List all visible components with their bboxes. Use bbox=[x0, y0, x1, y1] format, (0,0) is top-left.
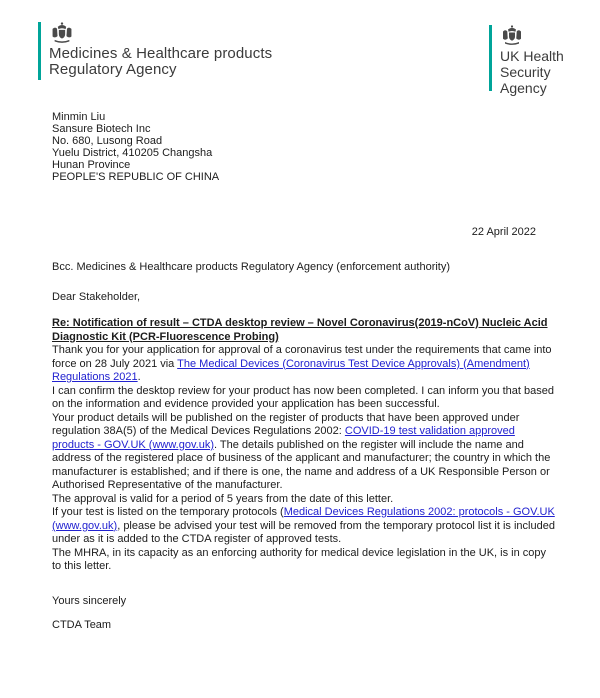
ukhsa-logo-line3: Agency bbox=[500, 80, 547, 96]
mhra-logo bbox=[38, 22, 272, 80]
mhra-logo-line1: Medicines & Healthcare products bbox=[49, 45, 273, 62]
royal-crest-icon bbox=[50, 22, 74, 43]
paragraph-text: , please be advised your test will be removed from the temporary protocol list it is included under as it is added to the CTDA register of approved tests. bbox=[52, 519, 555, 545]
paragraph-text: Your product details will be published on the register of products that have been approved under regulation 38A(5) of the Medical Devices Regulations 2002: bbox=[52, 411, 520, 437]
link-covid19-approved-products[interactable]: COVID-19 test validation approved products - GOV.UK (www.gov.uk) bbox=[52, 425, 515, 451]
link-mdr-2002-protocols[interactable]: Medical Devices Regulations 2002: protocols - GOV.UK (www.gov.uk) bbox=[52, 506, 555, 532]
paragraph-review-result: I can confirm the desktop review for your product has now been completed. I can inform you that based on the information and evidence provided your application has been successful. bbox=[52, 384, 554, 410]
ukhsa-logo-bar bbox=[489, 25, 492, 91]
link-ctda-amendment-regulations-2021[interactable]: The Medical Devices (Coronavirus Test Device Approvals) (Amendment) Regulations 2021 bbox=[52, 357, 530, 383]
paragraph-application bbox=[52, 344, 558, 385]
paragraph-text: . The details published on the register will include the name and address of the registered place of business of the applicant and manufacturer; the country in which the manufacturer is established; and if there is one, the name and address of a UK Responsible Person or Authorised Representative of the manufacturer. bbox=[52, 438, 551, 491]
address-line: Sansure Biotech Inc bbox=[52, 123, 151, 135]
paragraph-text: Thank you for your application for approval of a coronavirus test under the requirements that came into force on 28 July 2021 via bbox=[52, 344, 552, 370]
address-line: Yuelu District, 410205 Changsha bbox=[52, 147, 213, 159]
royal-crest-icon bbox=[501, 25, 523, 45]
address-line: Minmin Liu bbox=[52, 111, 106, 123]
paragraph-text: . bbox=[137, 371, 141, 383]
letter-date: 22 April 2022 bbox=[471, 226, 536, 238]
signature: CTDA Team bbox=[52, 619, 112, 631]
address-line: PEOPLE'S REPUBLIC OF CHINA bbox=[52, 171, 220, 183]
paragraph-text: If your test is listed on the temporary protocols ( bbox=[52, 506, 284, 518]
subject-line: Re: Notification of result – CTDA desktop review – Novel Coronavirus(2019-nCoV) Nucleic Acid Diagnostic Kit (PCR-Fluorescence Probing) bbox=[52, 317, 548, 343]
paragraph-mhra-copy: The MHRA, in its capacity as an enforcing authority for medical device legislation in the UK, is in copy to this letter. bbox=[52, 546, 547, 572]
salutation: Dear Stakeholder, bbox=[52, 290, 141, 303]
recipient-address bbox=[52, 111, 558, 183]
ukhsa-logo bbox=[489, 25, 564, 96]
address-line: Hunan Province bbox=[52, 159, 131, 171]
ukhsa-logo-line1: UK Health bbox=[500, 48, 564, 64]
mhra-logo-bar bbox=[38, 22, 41, 80]
bcc-line: Bcc. Medicines & Healthcare products Regulatory Agency (enforcement authority) bbox=[52, 260, 451, 273]
paragraph-temporary-protocols bbox=[52, 506, 558, 547]
ukhsa-logo-line2: Security bbox=[500, 64, 551, 80]
paragraph-approval-validity: The approval is valid for a period of 5 years from the date of this letter. bbox=[52, 492, 394, 505]
letter-body bbox=[52, 111, 558, 633]
address-line: No. 680, Lusong Road bbox=[52, 135, 163, 147]
mhra-logo-line2: Regulatory Agency bbox=[49, 60, 177, 78]
closing: Yours sincerely bbox=[52, 594, 127, 607]
paragraph-register-publication bbox=[52, 412, 558, 493]
